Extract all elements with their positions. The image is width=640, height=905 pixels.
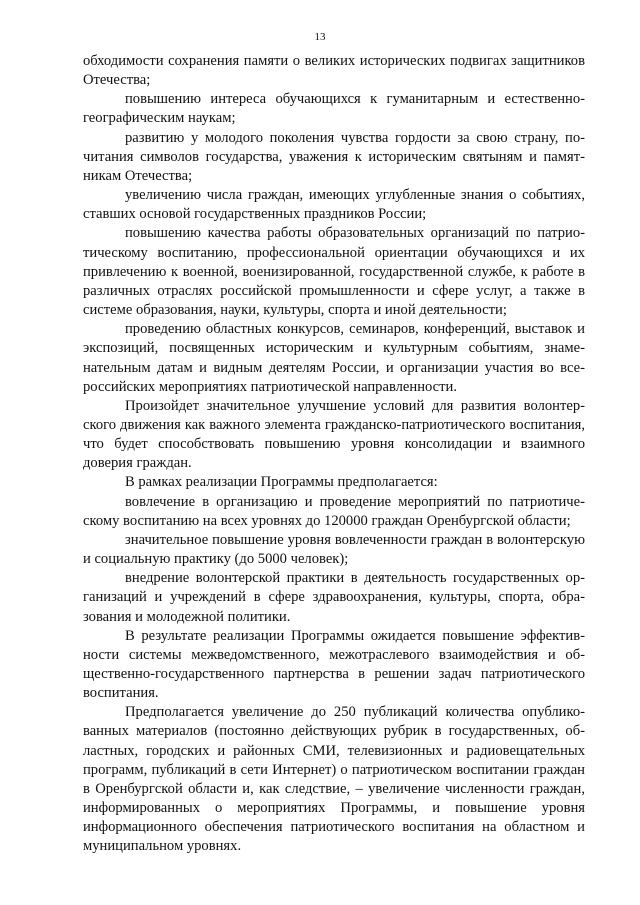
paragraph: проведению областных конкурсов, семинаров, конференций, выставок и экспозиций, посвященных историческим и культурным событиям, знаменательным датам и видным деятелям России, и организации участия во всероссийских мероприятиях патриотической направленности. [83, 321, 585, 395]
paragraph: значительное повышение уровня вовлеченности граждан в волонтерскую и социальную практику (до 5000 человек); [83, 531, 585, 568]
paragraph: повышению качества работы образовательных организаций по патриотическому воспитанию, профессиональной ориентации обучающихся и их привлечению к военной, военизированной, государственной службе, к работе в различных отраслях российской промышленности и сфере услуг, а также в системе образования, науки, культуры, спорта и иной деятельности; [83, 225, 585, 319]
paragraph: В результате реализации Программы ожидается повышение эффективности системы межведомственного, межотраслевого взаимодействия и общественно-государственного партнерства в решении задач патриотического воспитания. [83, 627, 585, 702]
document-body [83, 52, 585, 857]
paragraph: Произойдет значительное улучшение условий для развития волонтерского движения как важного элемента гражданско-патриотического воспитания, что будет способствовать повышению уровня консолидации и взаимного доверия граждан. [83, 397, 585, 472]
paragraph: Предполагается увеличение до 250 публикаций количества опубликованных материалов (постоянно действующих рубрик в государственных, областных, городских и районных СМИ, телевизионных и радиовещательных программ, публикаций в сети Интернет) о патриотическом воспитании граждан в Оренбургской области и, как следствие, – увеличение численности граждан, информированных о мероприятиях Программы, и повышение уровня информационного обеспечения патриотического воспитания на областном и муниципальном уровнях. [83, 704, 585, 855]
paragraph: повышению интереса обучающихся к гуманитарным и естественно-географическим наукам; [83, 91, 585, 127]
paragraph: В рамках реализации Программы предполагается: [125, 474, 438, 491]
page-number: 13 [314, 31, 326, 43]
paragraph: обходимости сохранения памяти о великих исторических подвигах защитников Отечества; [83, 53, 585, 89]
paragraph: увеличению числа граждан, имеющих углубленные знания о событиях, ставших основой государственных праздников России; [83, 187, 585, 223]
paragraph: вовлечение в организацию и проведение мероприятий по патриотическому воспитанию на всех уровнях до 120000 граждан Оренбургской области; [83, 493, 585, 529]
paragraph: внедрение волонтерской практики в деятельность государственных организаций и учреждений в сфере здравоохранения, культуры, спорта, образования и молодежной политики. [83, 570, 585, 625]
paragraph: развитию у молодого поколения чувства гордости за свою страну, почитания символов государства, уважения к историческим святыням и памятникам Отечества; [83, 129, 585, 184]
